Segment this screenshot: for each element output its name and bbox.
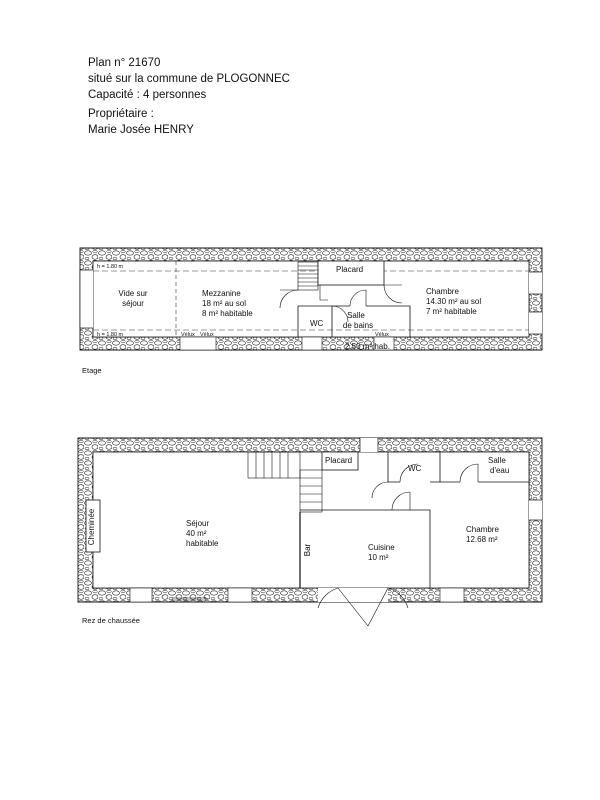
velux-label-3: Vélux bbox=[375, 332, 389, 338]
capacity: Capacité : 4 personnes bbox=[88, 89, 207, 101]
cuisine-label-2: 10 m² bbox=[368, 553, 389, 562]
etage-plan bbox=[80, 248, 542, 351]
rdc-chambre-label-2: 12.68 m² bbox=[466, 535, 498, 544]
etage-placard-label: Placard bbox=[336, 265, 364, 274]
mezzanine-label-2: 18 m² au sol bbox=[202, 299, 247, 308]
etage-chambre-label-2: 14.30 m² au sol bbox=[426, 297, 482, 306]
sdb-label-1: Salle bbox=[347, 311, 365, 320]
sdb-label-2: de bains bbox=[342, 321, 374, 330]
etage-wc-label: WC bbox=[310, 319, 324, 328]
owner-label: Propriétaire : bbox=[88, 108, 154, 120]
rdc-chambre-label-1: Chambre bbox=[466, 525, 499, 534]
mezzanine-label-1: Mezzanine bbox=[202, 289, 241, 298]
vide-label-1: Vide sur bbox=[118, 289, 148, 298]
rdc-placard-label: Placard bbox=[325, 456, 353, 465]
cuisine-label-1: Cuisine bbox=[368, 543, 395, 552]
commune: situé sur la commune de PLOGONNEC bbox=[88, 73, 290, 85]
velux-label-2: Vélux bbox=[200, 332, 214, 338]
rdc-caption: Rez de chaussée bbox=[82, 616, 140, 625]
salle-eau-label-1: Salle bbox=[488, 456, 506, 465]
etage-caption: Etage bbox=[82, 366, 102, 375]
vide-label-2: séjour bbox=[122, 299, 144, 308]
cheminee-label: Cheminée bbox=[87, 508, 96, 546]
sejour-label-1: Séjour bbox=[186, 519, 210, 528]
owner-name: Marie Josée HENRY bbox=[88, 124, 194, 136]
sejour-label-3: habitable bbox=[186, 539, 219, 548]
velux-label-1: Vélux bbox=[181, 332, 195, 338]
plan-number: Plan n° 21670 bbox=[88, 57, 161, 69]
bar-label: Bar bbox=[303, 543, 312, 557]
etage-chambre-label-3: 7 m² habitable bbox=[426, 307, 477, 316]
height-top-label: h = 1.80 m bbox=[97, 264, 124, 270]
hab-label: 2.50 m² hab. bbox=[345, 342, 390, 351]
mezzanine-label-3: 8 m² habitable bbox=[202, 309, 253, 318]
rdc-plan bbox=[78, 438, 542, 626]
height-bottom-label: h = 1.80 m bbox=[97, 332, 124, 338]
rdc-wc-label: WC bbox=[408, 464, 422, 473]
sejour-label-2: 40 m² bbox=[186, 529, 207, 538]
etage-chambre-label-1: Chambre bbox=[426, 287, 459, 296]
salle-eau-label-2: d'eau bbox=[490, 466, 510, 475]
